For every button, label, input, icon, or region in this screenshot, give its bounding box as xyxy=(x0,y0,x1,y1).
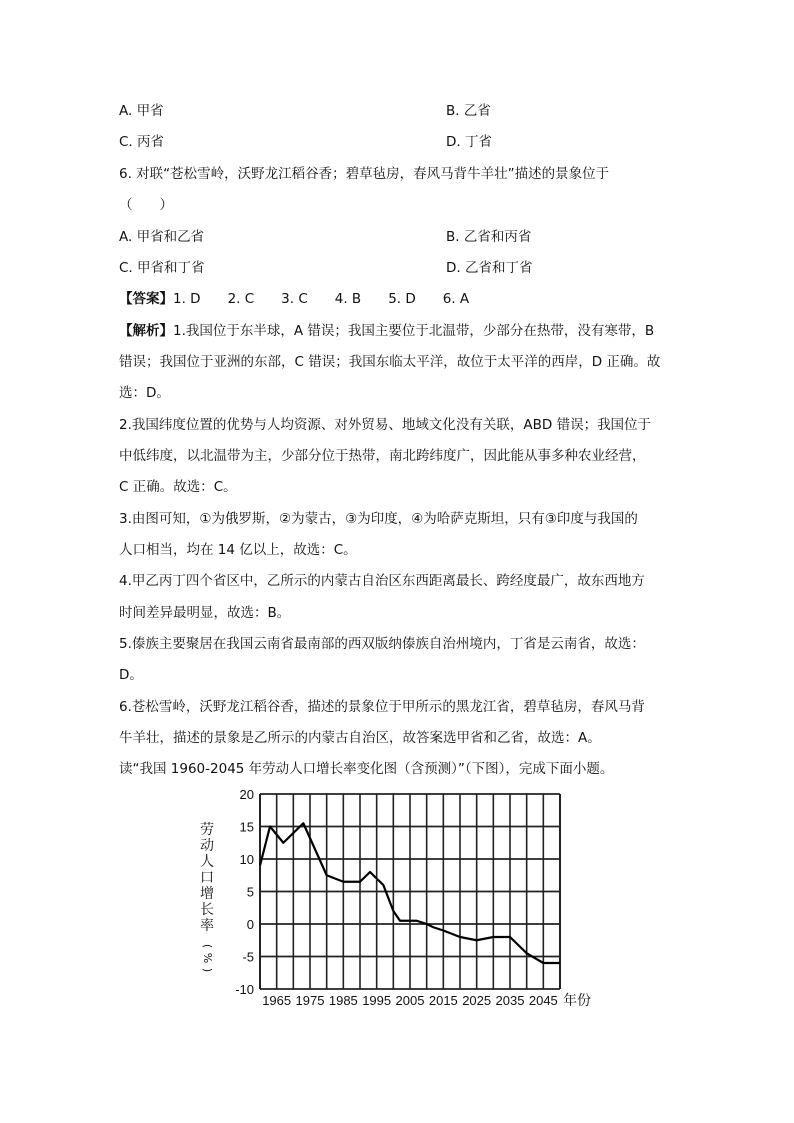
x-tick-label: 1965 xyxy=(262,993,292,1008)
q6-option-a: A. 甲省和乙省 xyxy=(119,229,205,245)
y-axis-label-char: 口 xyxy=(200,870,214,886)
analysis-p1-text: 1.我国位于东半球，A 错误；我国主要位于北温带，少部分在热带，没有寒带，B xyxy=(173,323,655,339)
analysis-p4-line1: 4.甲乙丙丁四个省区中，乙所示的内蒙古自治区东西距离最长、跨经度最广，故东西地方 xyxy=(119,573,645,589)
answer-row xyxy=(119,289,469,309)
analysis-p1-line2: 错误；我国位于亚洲的东部，C 错误；我国东临太平洋，故位于太平洋的西岸，D 正确。故 xyxy=(119,354,661,370)
x-tick-label: 2035 xyxy=(495,993,525,1008)
y-axis-label-char: % xyxy=(201,952,214,964)
x-tick-label: 2045 xyxy=(528,993,558,1008)
y-axis-label-char: 人 xyxy=(200,854,214,870)
y-axis-label-char: 动 xyxy=(200,838,214,854)
chart-intro: 读“我国 1960-2045 年劳动人口增长率变化图（含预测）”（下图），完成下面小题。 xyxy=(119,761,614,777)
y-tick-label: 5 xyxy=(246,884,254,900)
q5-option-b: B. 乙省 xyxy=(446,103,491,119)
analysis-p6-line1: 6.苍松雪岭，沃野龙江稻谷香，描述的景象位于甲所示的黑龙江省，碧草毡房，春风马背 xyxy=(119,699,645,715)
x-tick-label: 1985 xyxy=(328,993,358,1008)
y-tick-label: 15 xyxy=(239,819,254,835)
y-tick-label: -10 xyxy=(235,982,254,997)
y-axis-label-char: 长 xyxy=(200,902,214,918)
analysis-p2-line3: C 正确。故选：C。 xyxy=(119,479,237,495)
y-tick-label: 10 xyxy=(239,852,254,867)
x-tick-label: 2025 xyxy=(462,993,492,1008)
x-tick-label: 2015 xyxy=(428,993,458,1008)
analysis-p5-line1: 5.傣族主要聚居在我国云南省最南部的西双版纳傣族自治州境内，丁省是云南省，故选： xyxy=(119,636,645,652)
y-axis-label-char: 增 xyxy=(200,886,214,902)
y-tick-label: -5 xyxy=(242,949,254,965)
y-axis-label-char: ( xyxy=(201,943,214,949)
q6-option-b: B. 乙省和丙省 xyxy=(446,229,532,245)
x-tick-label: 1975 xyxy=(295,993,325,1008)
analysis-p2-line1: 2.我国纬度位置的优势与人均资源、对外贸易、地域文化没有关联，ABD 错误；我国位于 xyxy=(119,417,652,433)
q6-blank: （ ） xyxy=(119,197,173,213)
q5-option-c: C. 丙省 xyxy=(119,134,165,150)
q5-option-d: D. 丁省 xyxy=(446,134,492,150)
analysis-p2-line2: 中低纬度，以北温带为主，少部分位于热带，南北跨纬度广，因此能从事多种农业经营， xyxy=(119,448,646,464)
x-axis-unit: 年份 xyxy=(563,993,591,1009)
y-axis-label-char: ) xyxy=(201,967,214,973)
analysis-label: 【解析】 xyxy=(119,323,173,339)
x-tick-label: 1995 xyxy=(362,993,392,1008)
answer-text: 1. D 2. C 3. C 4. B 5. D 6. A xyxy=(173,291,470,307)
y-axis-label-char: 率 xyxy=(200,918,214,934)
labor-growth-chart xyxy=(195,782,615,1012)
analysis-p1-line3: 选：D。 xyxy=(119,385,170,401)
q6-option-c: C. 甲省和丁省 xyxy=(119,260,205,276)
analysis-p3-line2: 人口相当，均在 14 亿以上，故选：C。 xyxy=(119,542,357,558)
q6-option-d: D. 乙省和丁省 xyxy=(446,260,533,276)
x-tick-label: 2005 xyxy=(395,993,425,1008)
analysis-p1-line1 xyxy=(119,321,654,341)
y-tick-label: 20 xyxy=(239,787,254,802)
analysis-p3-line1: 3.由图可知，①为俄罗斯，②为蒙古，③为印度，④为哈萨克斯坦，只有③印度与我国的 xyxy=(119,511,638,527)
answer-label: 【答案】 xyxy=(119,291,173,307)
y-axis-label-char: 劳 xyxy=(200,822,214,838)
analysis-p6-line2: 牛羊壮，描述的景象是乙所示的内蒙古自治区，故答案选甲省和乙省，故选：A。 xyxy=(119,730,601,746)
analysis-p4-line2: 时间差异最明显，故选：B。 xyxy=(119,605,291,621)
y-tick-label: 0 xyxy=(246,917,254,932)
q5-option-a: A. 甲省 xyxy=(119,103,164,119)
q6-stem: 6. 对联“苍松雪岭，沃野龙江稻谷香；碧草毡房，春风马背牛羊壮”描述的景象位于 xyxy=(119,166,610,182)
analysis-p5-line2: D。 xyxy=(119,667,143,683)
